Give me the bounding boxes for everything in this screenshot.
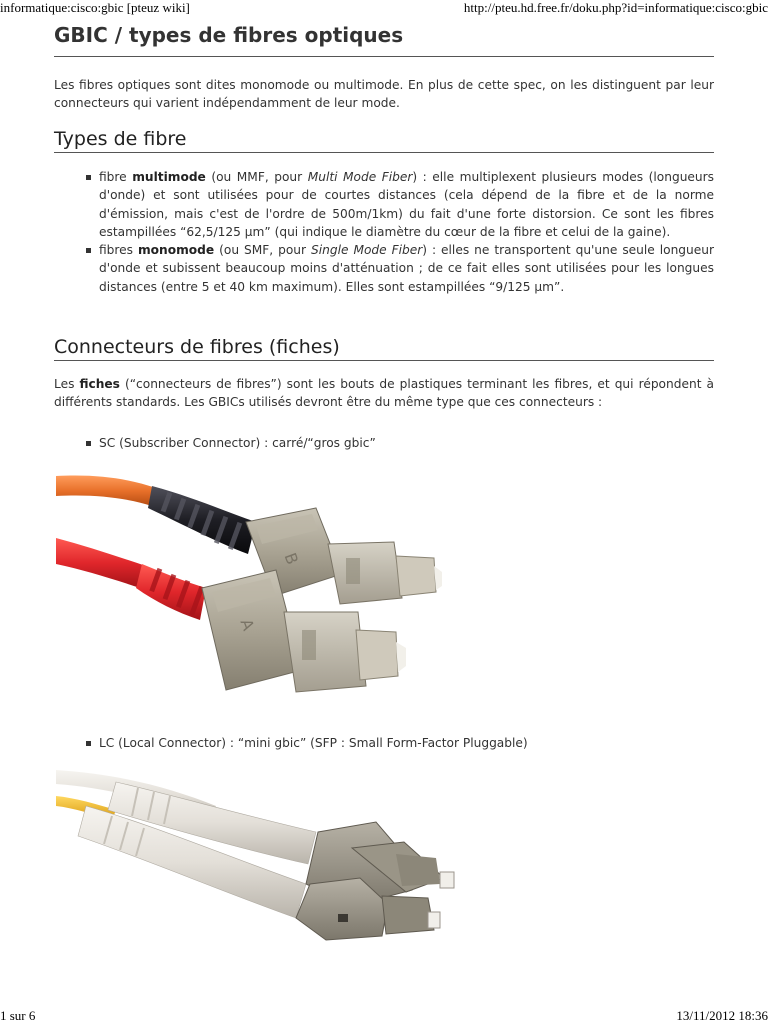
red-fiber-cable	[56, 538, 146, 588]
print-footer-page-count: 1 sur 6	[0, 1008, 36, 1023]
item-italic-term: Single Mode Fiber	[311, 243, 423, 258]
item-description: ) : elles ne transportent qu'une seule longueur d'onde et subissent beaucoup moins d'atténuation ; de ce fait elles sont utilisées pour les longues distances (entre 5 et 40 km maximum). Elles sont estampillées “9/125 µm”.	[99, 243, 714, 294]
print-header-url: http://pteu.hd.free.fr/doku.php?id=informatique:cisco:gbic	[463, 0, 768, 15]
sc-list	[86, 434, 714, 452]
bullet-icon	[86, 741, 91, 746]
item-mid: (ou SMF, pour	[214, 243, 312, 258]
sc-label: SC (Subscriber Connector) : carré/“gros gbic”	[99, 436, 376, 450]
connector-b-mark: B	[280, 550, 303, 568]
bullet-icon	[86, 248, 91, 253]
lc-label: LC (Local Connector) : “mini gbic” (SFP : Small Form-Factor Pluggable)	[99, 736, 528, 750]
page-title	[54, 26, 714, 57]
item-prefix: fibres	[99, 243, 138, 258]
sc-connector-illustration	[56, 462, 456, 724]
lc-connector-housing	[296, 822, 454, 940]
print-header-title: informatique:cisco:gbic [pteuz wiki]	[0, 0, 190, 15]
print-footer-timestamp: 13/11/2012 18:36	[676, 1008, 768, 1023]
lc-list	[86, 734, 714, 752]
section-title-connectors: Connecteurs de fibres (fiches)	[54, 334, 714, 361]
intro-bold-term: fiches	[79, 377, 120, 391]
sc-connector-photo	[56, 462, 456, 724]
lc-connector-illustration	[56, 766, 466, 946]
section-title-fiber-types: Types de fibre	[54, 126, 714, 153]
item-bold-term: multimode	[132, 170, 206, 184]
bullet-icon	[86, 441, 91, 446]
list-item-lc	[86, 734, 714, 752]
intro-rest: (“connecteurs de fibres”) sont les bouts de plastiques terminant les fibres, et qui répondent à différents standards. Les GBICs utilisés devront être du même type que ces connecteurs :	[54, 377, 714, 409]
black-strain-relief-boot	[148, 486, 256, 554]
list-item-sc	[86, 434, 714, 452]
connector-a-mark: A	[236, 616, 259, 634]
intro-prefix: Les	[54, 377, 80, 391]
list-item-multimode	[86, 168, 714, 241]
item-prefix: fibre	[99, 170, 133, 184]
lc-connector-photo	[56, 766, 466, 946]
item-mid: (ou MMF, pour	[205, 170, 308, 184]
list-item-monomode	[86, 241, 714, 296]
connectors-intro-paragraph	[54, 375, 714, 411]
orange-fiber-cable	[56, 476, 156, 507]
page-title-text: GBIC / types de fibres optiques	[54, 26, 404, 47]
item-description: ) : elle multiplexent plusieurs modes (longueurs d'onde) et sont utilisées pour de courtes distances (cela dépend de la fibre et de la norme d'émission, mais c'est de l'ordre de 500m/1km) du fait d'une forte distorsion. Ce sont les fibres estampillées “62,5/125 µm” (qui indique le diamètre du cœur de la fibre et celui de la gaine).	[99, 170, 714, 239]
item-bold-term: monomode	[137, 243, 215, 258]
item-italic-term: Multi Mode Fiber	[307, 170, 413, 184]
fiber-types-list	[86, 168, 714, 296]
bullet-icon	[86, 175, 91, 180]
intro-paragraph: Les fibres optiques sont dites monomode ou multimode. En plus de cette spec, on les distinguent par leur connecteurs qui varient indépendamment de leur mode.	[54, 78, 714, 110]
